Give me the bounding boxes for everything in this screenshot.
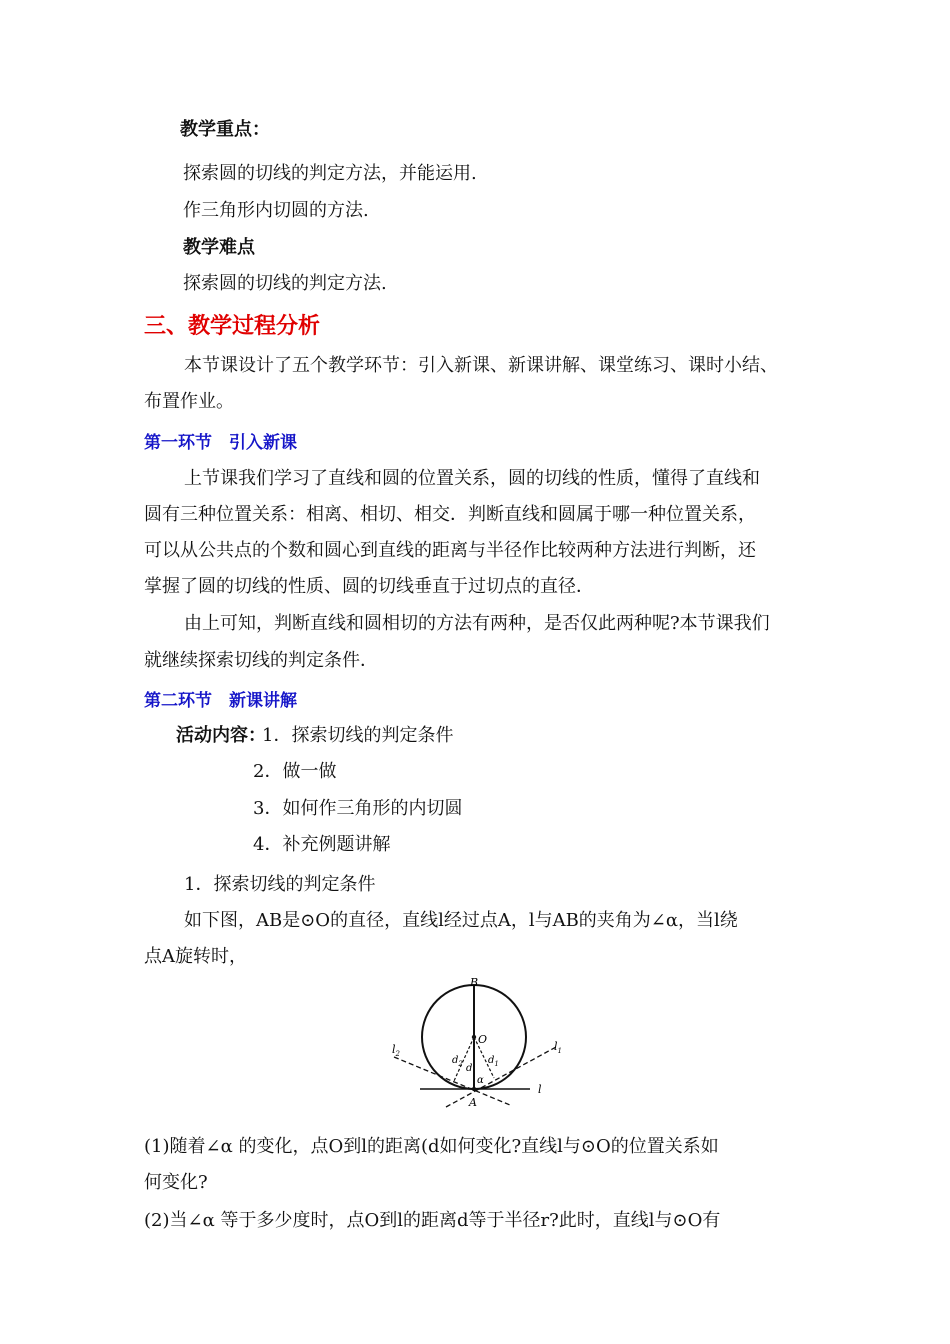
part2-title: 第二环节 新课讲解 — [144, 691, 297, 711]
key-points-heading: 教学重点： — [180, 119, 270, 140]
tangent-figure — [380, 975, 580, 1115]
question-line: 何变化? — [144, 1172, 208, 1193]
part1-title: 第一环节 引入新课 — [144, 433, 297, 453]
label-b: B — [470, 976, 479, 989]
label-o: O — [478, 1033, 488, 1046]
key-point-item: 探索圆的切线的判定方法，并能运用. — [183, 163, 477, 184]
key-point-item: 作三角形内切圆的方法. — [183, 200, 369, 221]
section-title: 三、教学过程分析 — [144, 313, 321, 339]
question-line: (1)随着∠α 的变化，点O到l的距离(d如何变化?直线l与⊙O的位置关系如 — [144, 1136, 719, 1157]
difficulty-item: 探索圆的切线的判定方法. — [183, 273, 387, 294]
activity-item: 3．如何作三角形的内切圆 — [253, 798, 463, 819]
paragraph-line: 就继续探索切线的判定条件． — [144, 650, 378, 671]
paragraph-line: 可以从公共点的个数和圆心到直线的距离与半径作比较两种方法进行判断，还 — [144, 540, 756, 561]
label-a: A — [469, 1096, 477, 1109]
paragraph-line: 如下图，AB是⊙O的直径，直线l经过点A，l与AB的夹角为∠α，当l绕 — [184, 910, 738, 931]
label-l1: $l_1$ — [554, 1040, 562, 1055]
activity-label: 活动内容： — [176, 725, 266, 746]
paragraph-line: 掌握了圆的切线的性质、圆的切线垂直于过切点的直径． — [144, 576, 594, 597]
subsection-title: 1．探索切线的判定条件 — [184, 874, 376, 895]
activity-item: 4．补充例题讲解 — [253, 834, 391, 855]
paragraph-line: 上节课我们学习了直线和圆的位置关系，圆的切线的性质，懂得了直线和 — [184, 468, 760, 489]
center-point — [472, 1035, 476, 1039]
activity-item: 1．探索切线的判定条件 — [262, 725, 454, 746]
label-alpha: α — [477, 1075, 484, 1086]
paragraph-line: 由上可知，判断直线和圆相切的方法有两种，是否仅此两种呢?本节课我们 — [184, 613, 770, 634]
label-l2: $l_2$ — [392, 1043, 400, 1058]
section-intro: 本节课设计了五个教学环节：引入新课、新课讲解、课堂练习、课时小结、 — [184, 355, 778, 376]
line-l1 — [446, 1047, 556, 1107]
point-a — [472, 1087, 476, 1091]
section-intro: 布置作业。 — [144, 391, 234, 412]
difficulty-heading: 教学难点 — [183, 237, 255, 258]
activity-item: 2．做一做 — [253, 761, 337, 782]
label-d2: $d_2$ — [452, 1055, 463, 1068]
label-d: d — [466, 1063, 473, 1074]
paragraph-line: 圆有三种位置关系：相离、相切、相交．判断直线和圆属于哪一种位置关系， — [144, 504, 756, 525]
label-d1: $d_1$ — [488, 1055, 499, 1068]
label-l: l — [538, 1083, 542, 1096]
paragraph-line: 点A旋转时， — [144, 946, 247, 967]
question-line: (2)当∠α 等于多少度时，点O到l的距离d等于半径r?此时，直线l与⊙O有 — [144, 1210, 721, 1231]
